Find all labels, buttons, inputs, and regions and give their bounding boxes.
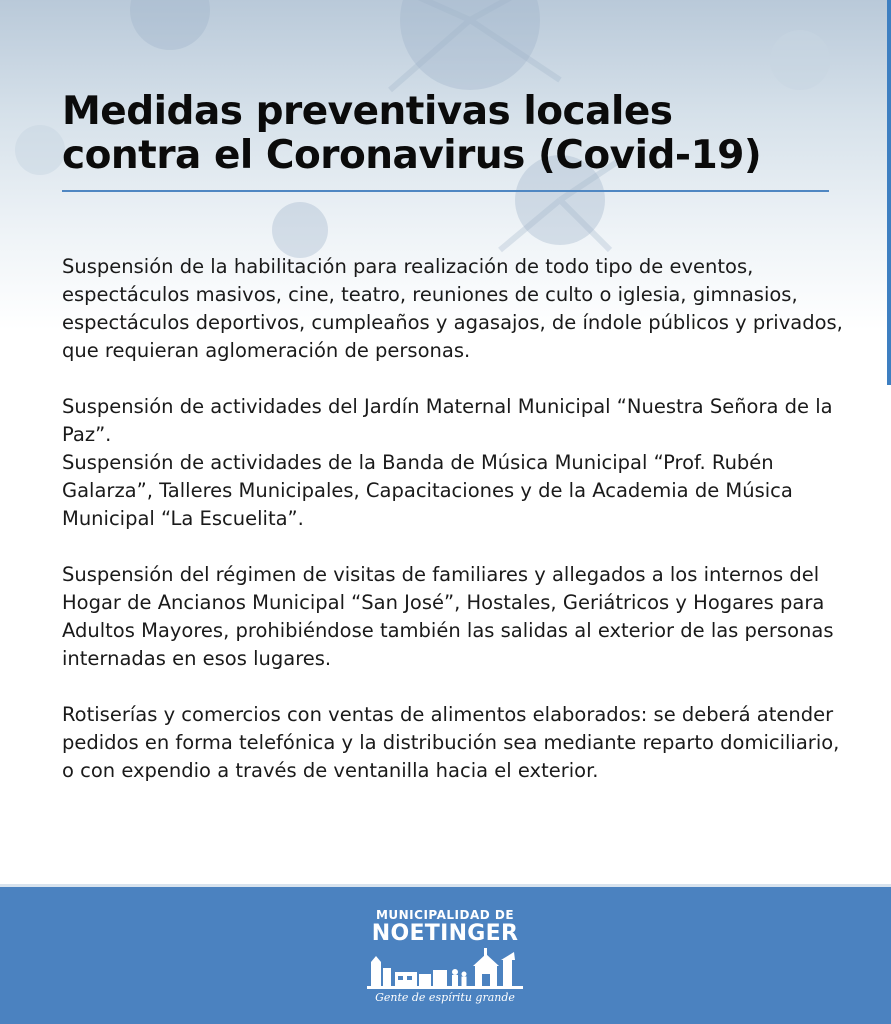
measures-list: [62, 253, 852, 813]
title-divider: [62, 190, 829, 192]
page-title: [62, 90, 842, 178]
title-line-1: Medidas preventivas locales: [62, 89, 673, 134]
measure-paragraph: Rotiserías y comercios con ventas de alimentos elaborados: se deberá atender pedidos en forma telefónica y la distribución sea mediante reparto domiciliario, o con expendio a través de ventanilla hacia el exterior.: [62, 703, 840, 782]
town-skyline-icon: [365, 948, 525, 990]
measure-paragraph: Suspensión de actividades del Jardín Maternal Municipal “Nuestra Señora de la Paz”.: [62, 395, 833, 446]
measure-paragraph: Suspensión del régimen de visitas de familiares y allegados a los internos del Hogar de Ancianos Municipal “San José”, Hostales, Geriátricos y Hogares para Adultos Mayores, prohibiéndose también las salidas al exterior de las personas internadas en esos lugares.: [62, 563, 834, 670]
measure-paragraph: Suspensión de actividades de la Banda de Música Municipal “Prof. Rubén Galarza”, Talleres Municipales, Capacitaciones y de la Academia de Música Municipal “La Escuelita”.: [62, 451, 793, 530]
title-line-2: contra el Coronavirus (Covid-19): [62, 133, 762, 178]
measure-paragraph: Suspensión de la habilitación para realización de todo tipo de eventos, espectáculos masivos, cine, teatro, reuniones de culto o iglesia, gimnasios, espectáculos deportivos, cumpleaños y agasajos, de índole públicos y privados, que requieran aglomeración de personas.: [62, 255, 843, 362]
logo-line-1: MUNICIPALIDAD DE: [375, 908, 515, 922]
logo-line-2: NOETINGER: [371, 921, 519, 946]
logo-tagline: Gente de espíritu grande: [375, 991, 515, 1004]
municipality-logo: [360, 908, 530, 1013]
right-accent-strip: [887, 0, 891, 385]
